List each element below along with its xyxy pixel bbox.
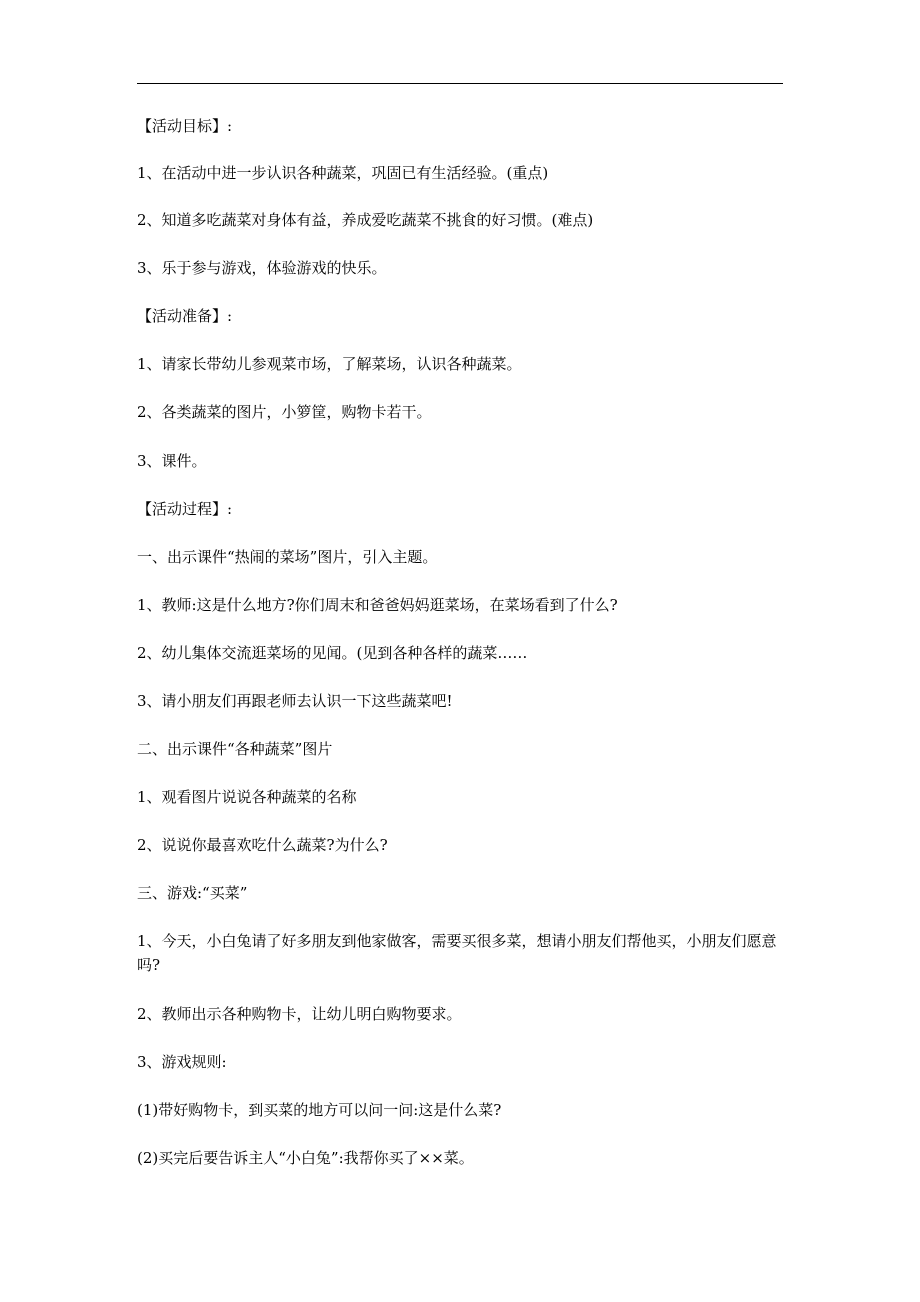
section-heading-preparation: 【活动准备】: bbox=[137, 307, 233, 325]
paragraph: (2)买完后要告诉主人“小白兔”:我帮你买了××菜。 bbox=[137, 1149, 474, 1167]
paragraph: 2、说说你最喜欢吃什么蔬菜?为什么? bbox=[137, 836, 388, 854]
paragraph: 三、游戏:“买菜” bbox=[137, 884, 248, 902]
paragraph: 2、知道多吃蔬菜对身体有益，养成爱吃蔬菜不挑食的好习惯。(难点) bbox=[137, 211, 594, 229]
paragraph: 3、课件。 bbox=[137, 452, 207, 470]
section-heading-process: 【活动过程】: bbox=[137, 500, 233, 518]
paragraph: 3、游戏规则: bbox=[137, 1053, 227, 1071]
paragraph: 2、各类蔬菜的图片，小箩筐，购物卡若干。 bbox=[137, 403, 432, 421]
paragraph: 二、出示课件“各种蔬菜”图片 bbox=[137, 740, 333, 758]
paragraph: 1、请家长带幼儿参观菜市场，了解菜场，认识各种蔬菜。 bbox=[137, 355, 522, 373]
paragraph: 1、观看图片说说各种蔬菜的名称 bbox=[137, 788, 357, 806]
paragraph: 2、幼儿集体交流逛菜场的见闻。(见到各种各样的蔬菜…… bbox=[137, 644, 528, 662]
paragraph: 1、在活动中进一步认识各种蔬菜，巩固已有生活经验。(重点) bbox=[137, 164, 549, 182]
paragraph: 一、出示课件“热闹的菜场”图片，引入主题。 bbox=[137, 548, 438, 566]
header-rule bbox=[137, 83, 783, 84]
section-heading-goals: 【活动目标】: bbox=[137, 117, 233, 135]
paragraph: 1、今天，小白兔请了好多朋友到他家做客，需要买很多菜，想请小朋友们帮他买，小朋友们愿意吗? bbox=[137, 932, 777, 974]
paragraph: 1、教师:这是什么地方?你们周末和爸爸妈妈逛菜场，在菜场看到了什么? bbox=[137, 596, 618, 614]
paragraph: 3、乐于参与游戏，体验游戏的快乐。 bbox=[137, 259, 387, 277]
paragraph: 3、请小朋友们再跟老师去认识一下这些蔬菜吧! bbox=[137, 692, 453, 710]
paragraph: 2、教师出示各种购物卡，让幼儿明白购物要求。 bbox=[137, 1005, 462, 1023]
paragraph: (1)带好购物卡，到买菜的地方可以问一问:这是什么菜? bbox=[137, 1101, 502, 1119]
